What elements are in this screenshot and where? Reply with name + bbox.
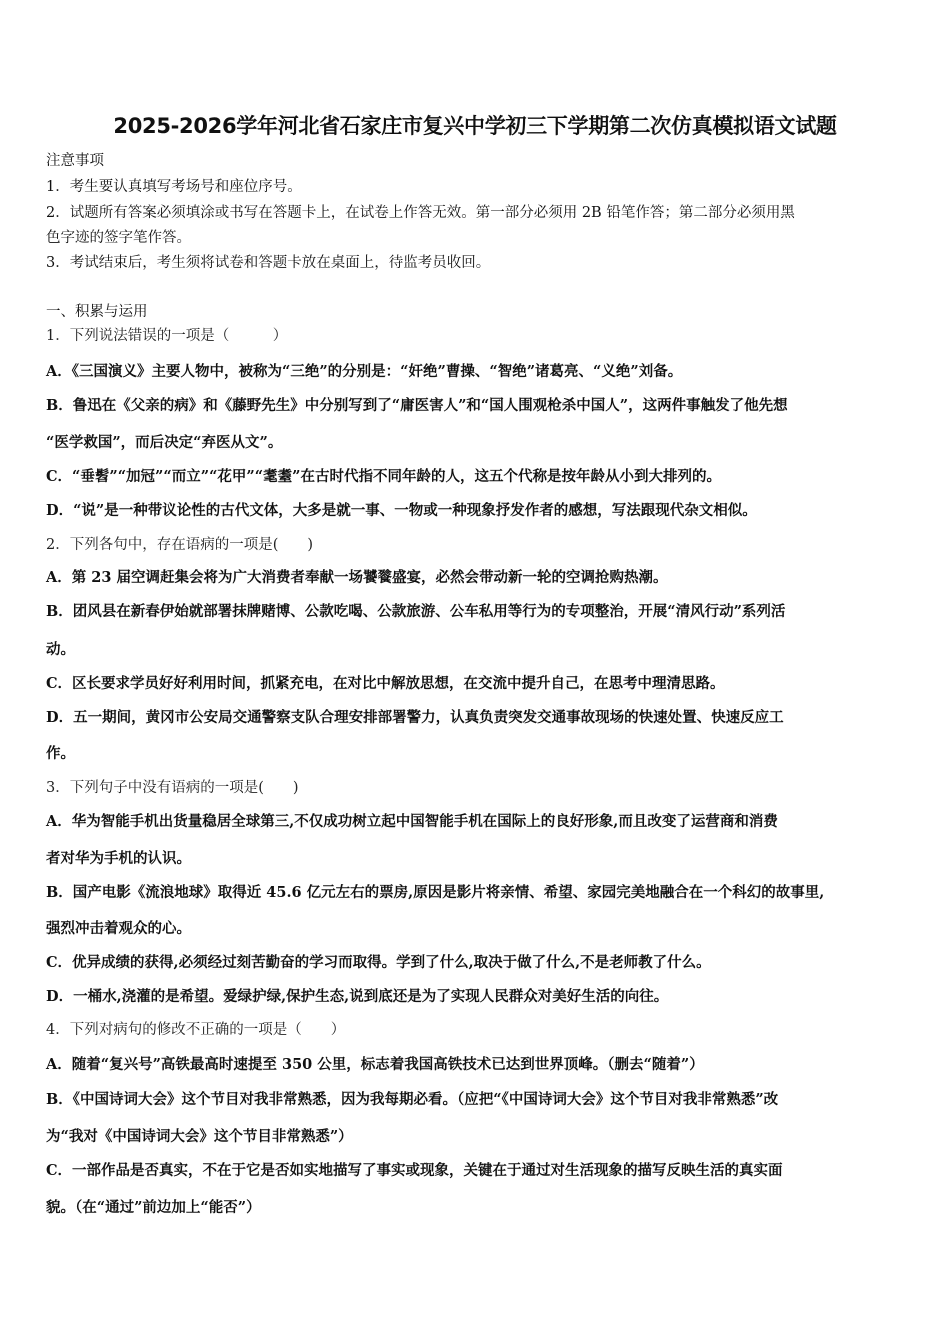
notice-item: 1．考生要认真填写考场号和座位序号。 — [46, 179, 302, 195]
notice-item: 3．考试结束后，考生须将试卷和答题卡放在桌面上，待监考员收回。 — [46, 255, 491, 271]
question-option-continued: 强烈冲击着观众的心。 — [46, 920, 191, 937]
question-option: D．五一期间，黄冈市公安局交通警察支队合理安排部署警力，认真负责突发交通事故现场的快速处置、快速反应工 — [46, 709, 784, 726]
notice-heading: 注意事项 — [46, 153, 104, 169]
question-option: C．优异成绩的获得,必须经过刻苦勤奋的学习而取得。学到了什么,取决于做了什么,不是老师教了什么。 — [46, 954, 711, 971]
notice-item: 色字迹的签字笔作答。 — [46, 230, 191, 246]
question-option: B．国产电影《流浪地球》取得近 45.6 亿元左右的票房,原因是影片将亲情、希望、家园完美地融合在一个科幻的故事里, — [46, 884, 825, 901]
question-option: A．随着“复兴号”高铁最高时速提至 350 公里，标志着我国高铁技术已达到世界顶峰。（删去“随着”） — [46, 1056, 704, 1073]
notice-item: 2．试题所有答案必须填涂或书写在答题卡上，在试卷上作答无效。第一部分必须用 2B 铅笔作答；第二部分必须用黑 — [46, 205, 795, 221]
question-stem: 3．下列句子中没有语病的一项是( ) — [46, 780, 299, 796]
question-option: C．一部作品是否真实，不在于它是否如实地描写了事实或现象，关键在于通过对生活现象的描写反映生活的真实面 — [46, 1162, 783, 1179]
question-option: B．团风县在新春伊始就部署抹牌赌博、公款吃喝、公款旅游、公车私用等行为的专项整治，开展“清风行动”系列活 — [46, 603, 786, 620]
question-stem: 2．下列各句中，存在语病的一项是( ) — [46, 537, 314, 553]
question-option: B．《中国诗词大会》这个节目对我非常熟悉，因为我每期必看。（应把“《中国诗词大会》这个节目对我非常熟悉”改 — [46, 1091, 779, 1108]
question-option-continued: 为“我对《中国诗词大会》这个节目非常熟悉”） — [46, 1128, 353, 1145]
question-option-continued: 者对华为手机的认识。 — [46, 850, 191, 867]
question-option: A．第 23 届空调赶集会将为广大消费者奉献一场饕餮盛宴，必然会带动新一轮的空调抢购热潮。 — [46, 569, 668, 586]
question-option-continued: 作。 — [46, 745, 75, 762]
question-option: C．区长要求学员好好利用时间，抓紧充电，在对比中解放思想，在交流中提升自己，在思考中理清思路。 — [46, 675, 725, 692]
question-option: A．华为智能手机出货量稳居全球第三,不仅成功树立起中国智能手机在国际上的良好形象,而且改变了运营商和消费 — [46, 813, 778, 830]
question-option-continued: “医学救国”，而后决定“弃医从文”。 — [46, 434, 283, 451]
page-title: 2025-2026学年河北省石家庄市复兴中学初三下学期第二次仿真模拟语文试题 — [113, 114, 837, 138]
question-option: D．“说”是一种带议论性的古代文体，大多是就一事、一物或一种现象抒发作者的感想，写法跟现代杂文相似。 — [46, 502, 757, 519]
question-option: B．鲁迅在《父亲的病》和《藤野先生》中分别写到了“庸医害人”和“国人围观枪杀中国人”，这两件事触发了他先想 — [46, 397, 788, 414]
question-option: A．《三国演义》主要人物中，被称为“三绝”的分别是：“奸绝”曹操、“智绝”诸葛亮、“义绝”刘备。 — [46, 363, 683, 380]
section-heading: 一、积累与运用 — [46, 304, 148, 320]
question-option-continued: 貌。（在“通过”前边加上“能否”） — [46, 1199, 261, 1216]
question-stem: 1．下列说法错误的一项是（ ） — [46, 328, 288, 344]
question-option: D．一桶水,浇灌的是希望。爱绿护绿,保护生态,说到底还是为了实现人民群众对美好生活的向往。 — [46, 988, 669, 1005]
question-stem: 4．下列对病句的修改不正确的一项是（ ） — [46, 1022, 346, 1038]
question-option-continued: 动。 — [46, 641, 75, 658]
question-option: C．“垂髫”“加冠”“而立”“花甲”“耄耋”在古时代指不同年龄的人，这五个代称是按年龄从小到大排列的。 — [46, 468, 721, 485]
